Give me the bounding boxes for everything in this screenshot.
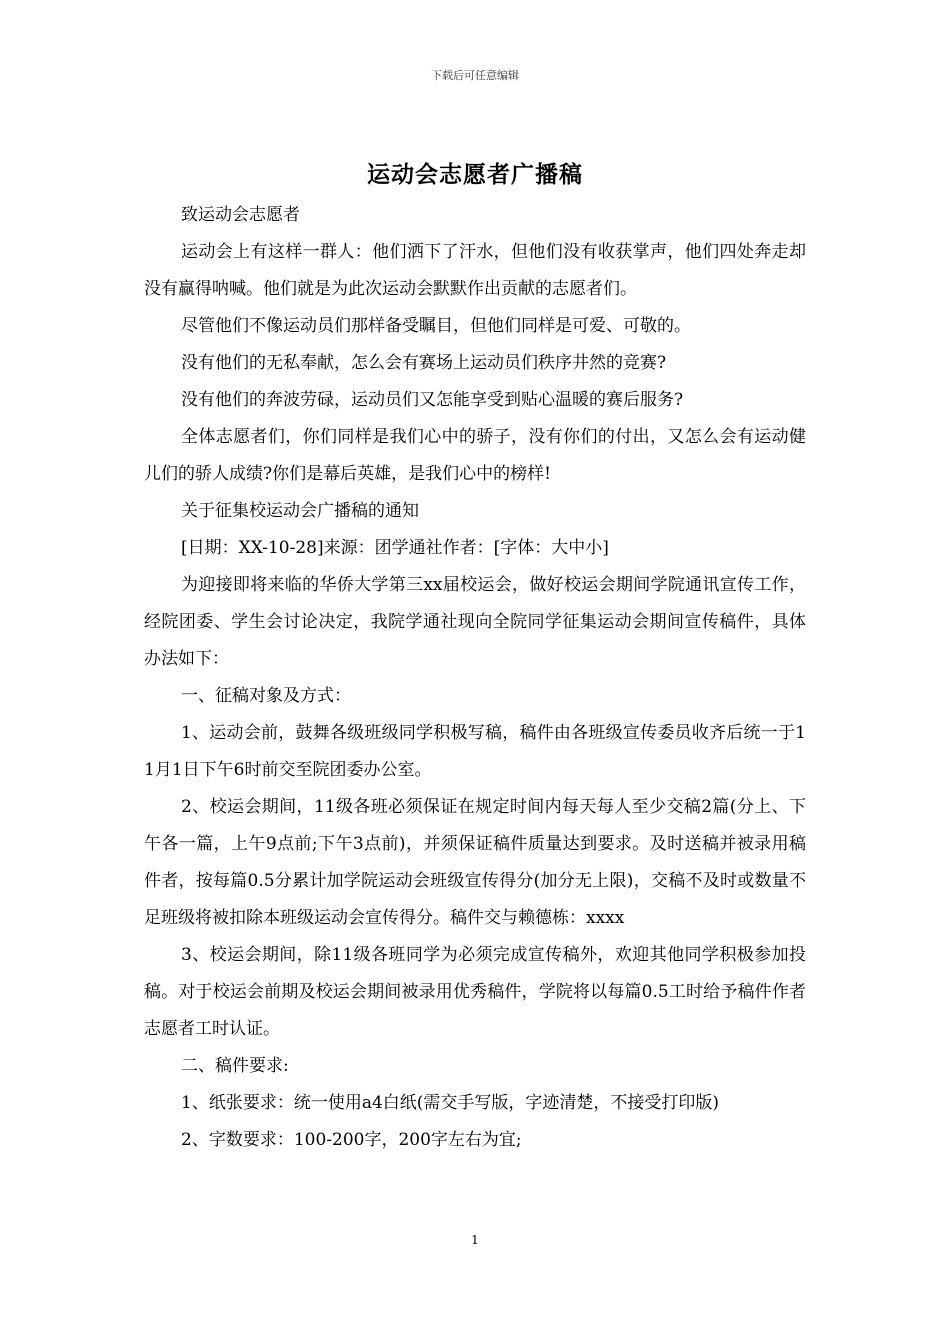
header-note: 下载后可任意编辑: [431, 69, 519, 82]
rule-item-1: 1、运动会前，鼓舞各级班级同学积极写稿，稿件由各班级宣传委员收齐后统一于11月1日下午6时前交至院团委办公室。: [144, 723, 806, 780]
requirement-item-2: 2、字数要求：100-200字，200字左右为宜;: [181, 1130, 522, 1150]
rule-item-2: 2、校运会期间，11级各班必须保证在规定时间内每天每人至少交稿2篇(分上、下午各一篇，上午9点前;下午3点前)，并须保证稿件质量达到要求。及时送稿并被录用稿件者，按每篇0.5分累计加学院运动会班级宣传得分(加分无上限)，交稿不及时或数量不足班级将被扣除本班级运动会宣传得分。稿件交与赖德栋：xxxx: [144, 797, 806, 928]
document-title: 运动会志愿者广播稿: [367, 161, 583, 188]
notice-meta: [日期：XX-10-28]来源：团学通社作者：[字体：大中小]: [181, 538, 609, 558]
paragraph-praise: 尽管他们不像运动员们那样备受瞩目，但他们同样是可爱、可敬的。: [181, 316, 691, 336]
requirement-item-1: 1、纸张要求：统一使用a4白纸(需交手写版，字迹清楚，不接受打印版): [181, 1093, 720, 1113]
paragraph-question-2: 没有他们的奔波劳碌，运动员们又怎能享受到贴心温暖的赛后服务?: [181, 390, 684, 410]
page-number: 1: [471, 1233, 479, 1247]
notice-heading: 关于征集校运动会广播稿的通知: [181, 501, 419, 521]
document-body: [144, 197, 806, 1159]
rule-item-3: 3、校运会期间，除11级各班同学为必须完成宣传稿外，欢迎其他同学积极参加投稿。对于校运会前期及校运会期间被录用优秀稿件，学院将以每篇0.5工时给予稿件作者志愿者工时认证。: [144, 945, 806, 1039]
paragraph-closing: 全体志愿者们，你们同样是我们心中的骄子，没有你们的付出，又怎么会有运动健儿们的骄人成绩?你们是幕后英雄，是我们心中的榜样!: [144, 427, 806, 484]
section-heading-1: 一、征稿对象及方式：: [181, 686, 351, 706]
paragraph-question-1: 没有他们的无私奉献，怎么会有赛场上运动员们秩序井然的竞赛?: [181, 353, 667, 373]
paragraph-salutation: 致运动会志愿者: [181, 205, 300, 225]
paragraph-intro: 运动会上有这样一群人：他们洒下了汗水，但他们没有收获掌声，他们四处奔走却没有赢得呐喊。他们就是为此次运动会默默作出贡献的志愿者们。: [144, 242, 806, 299]
notice-intro: 为迎接即将来临的华侨大学第三xx届校运会，做好校运会期间学院通讯宣传工作，经院团委、学生会讨论决定，我院学通社现向全院同学征集运动会期间宣传稿件，具体办法如下：: [144, 575, 806, 669]
section-heading-2: 二、稿件要求:: [181, 1056, 289, 1076]
